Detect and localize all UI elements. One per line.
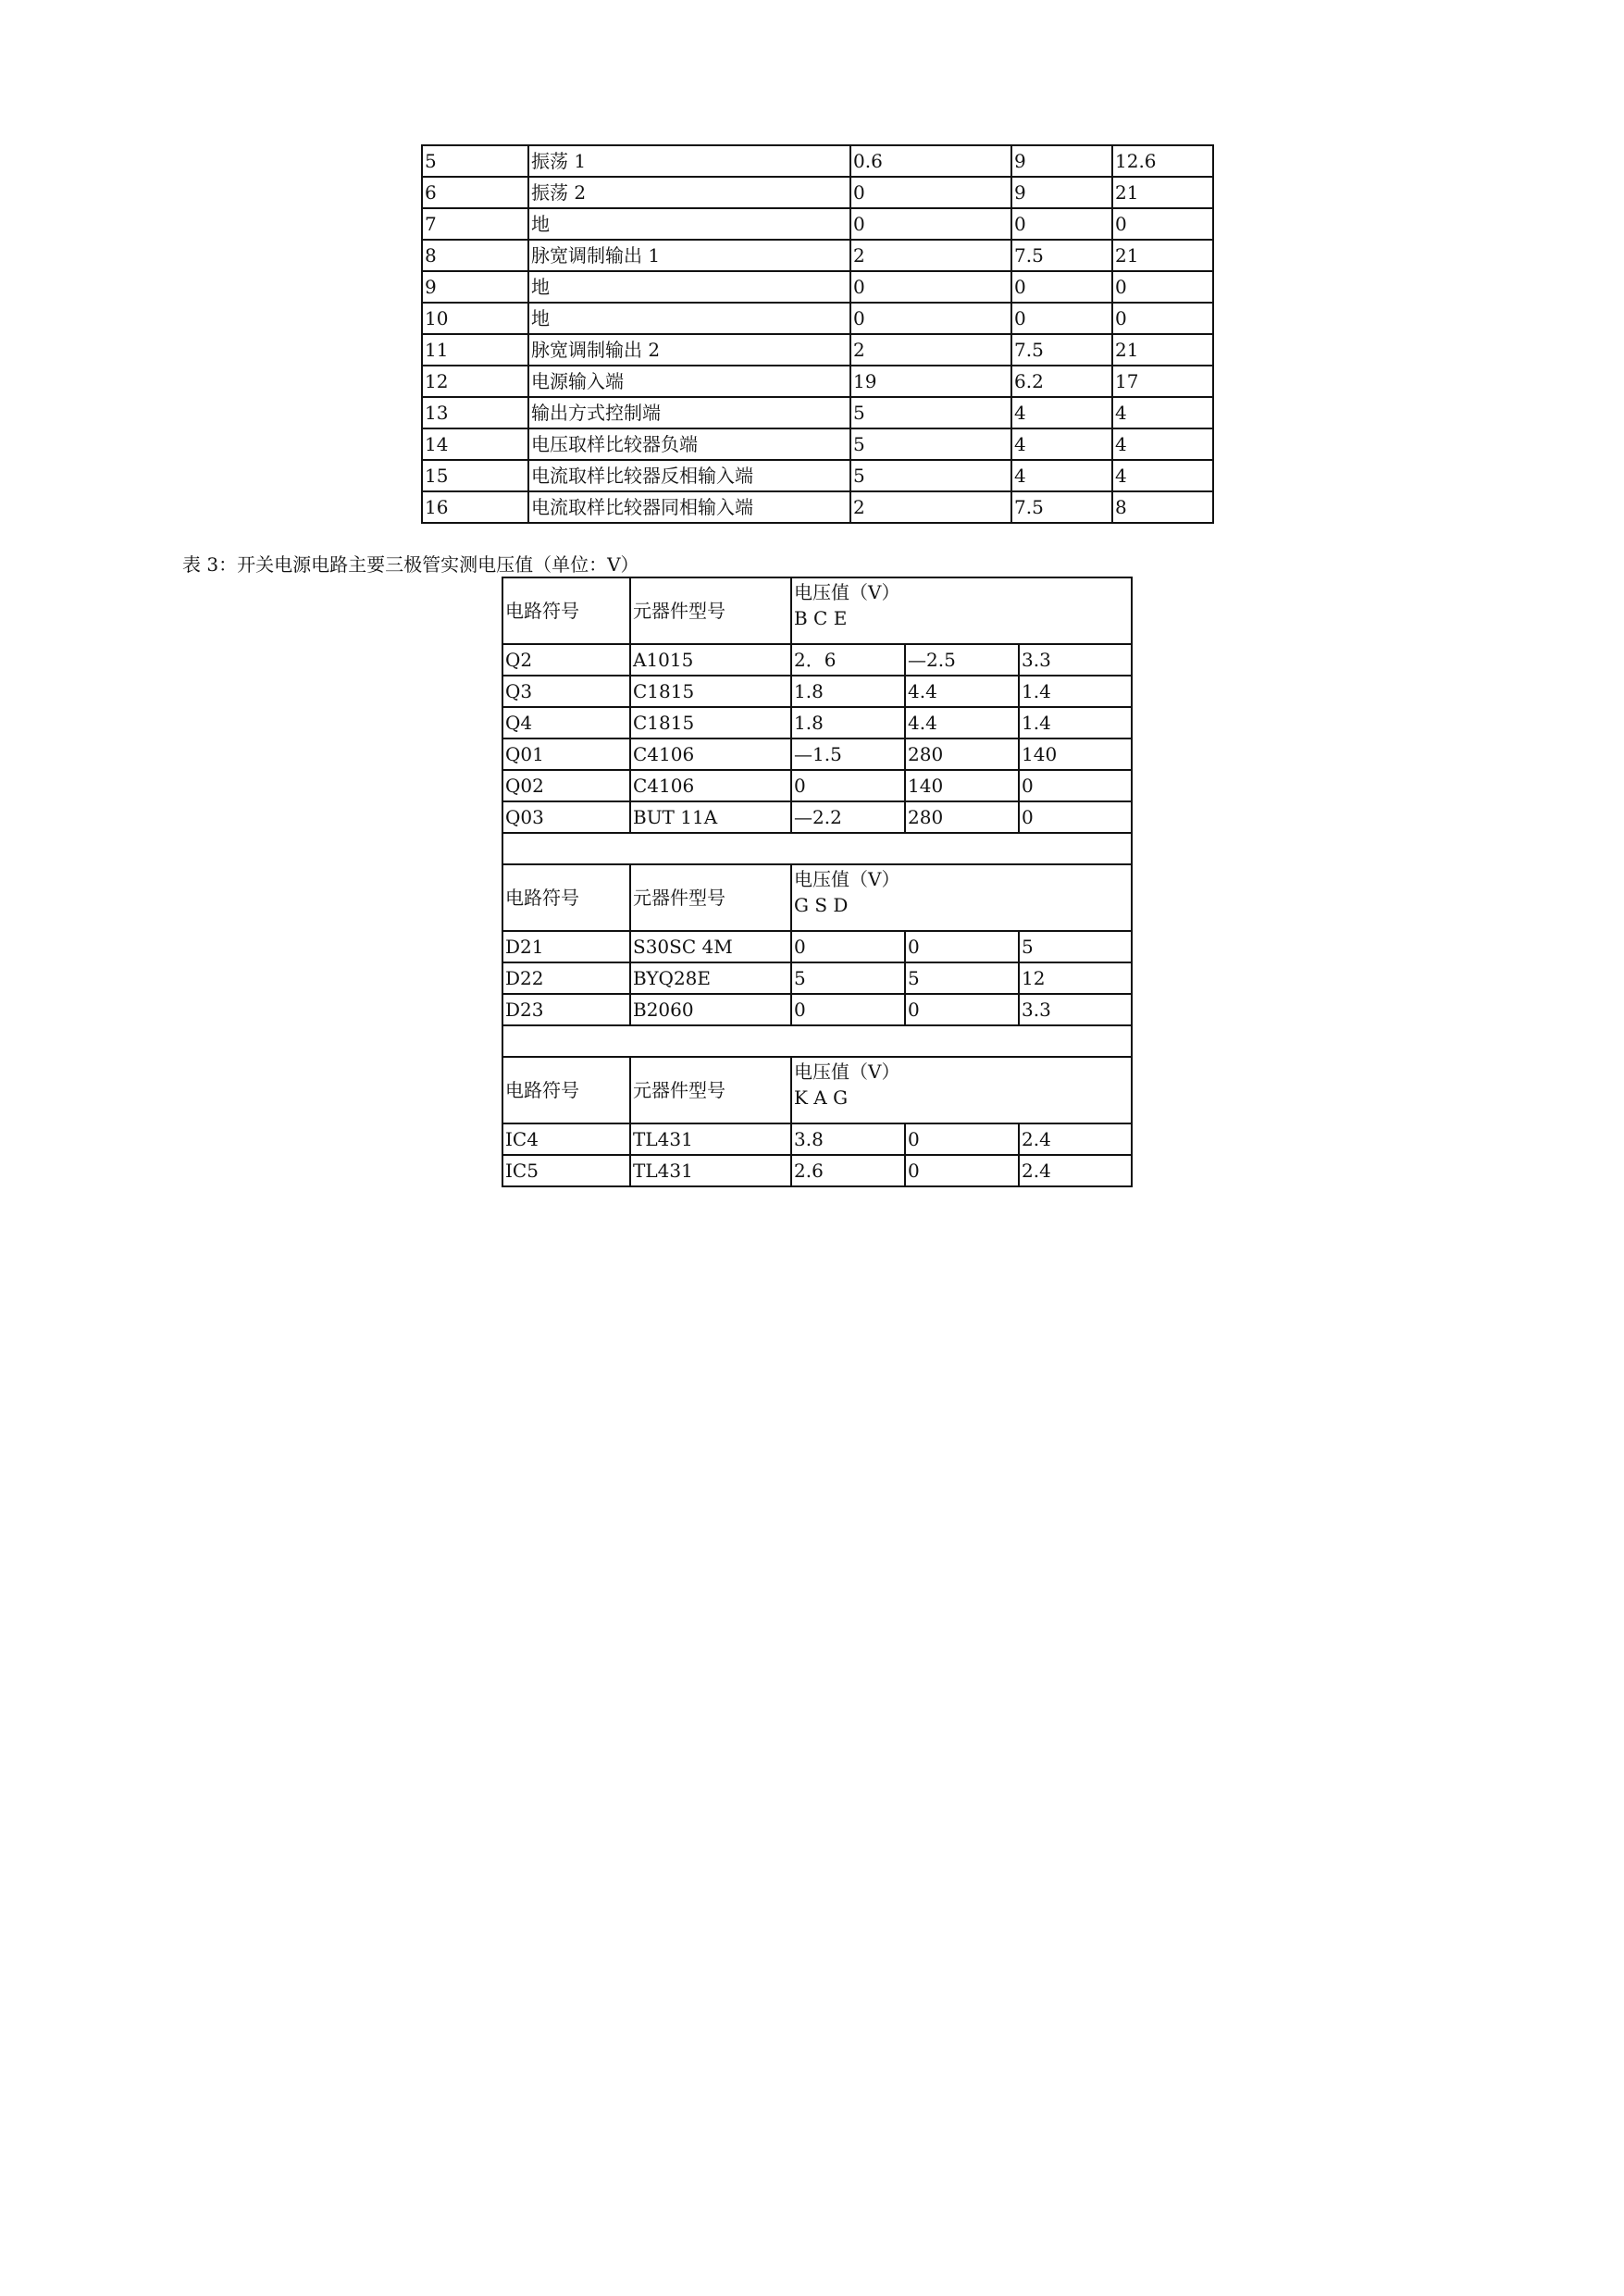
table-cell: 地 xyxy=(528,303,850,334)
table-cell: C4106 xyxy=(630,738,791,770)
table-cell: 17 xyxy=(1112,366,1213,397)
table-cell: 0 xyxy=(1011,303,1112,334)
table-row xyxy=(502,962,1132,994)
header-component-model: 元器件型号 xyxy=(630,864,791,931)
table-cell: 140 xyxy=(905,770,1019,801)
table-cell: 2．6 xyxy=(791,644,905,676)
table-cell: 电流取样比较器同相输入端 xyxy=(528,491,850,523)
table-row xyxy=(502,770,1132,801)
table-row xyxy=(422,428,1213,460)
table-cell: 0 xyxy=(905,994,1019,1025)
header-component-model: 元器件型号 xyxy=(630,577,791,644)
table-cell: 2 xyxy=(850,491,1011,523)
table-cell: 4.4 xyxy=(905,676,1019,707)
table-cell: 4 xyxy=(1011,428,1112,460)
pin-order-label: K A G xyxy=(794,1086,849,1109)
transistor-voltage-table xyxy=(502,577,1133,1187)
table-cell: 19 xyxy=(850,366,1011,397)
table-cell: 电流取样比较器反相输入端 xyxy=(528,460,850,491)
table-cell: 地 xyxy=(528,271,850,303)
transistor-voltage-table-body xyxy=(502,577,1132,1186)
table-cell: 8 xyxy=(422,240,528,271)
table-cell: S30SC 4M xyxy=(630,931,791,962)
table-row xyxy=(502,738,1132,770)
spacer-cell xyxy=(502,833,1132,864)
table-cell: TL431 xyxy=(630,1155,791,1186)
table-cell: A1015 xyxy=(630,644,791,676)
table-cell: 21 xyxy=(1112,334,1213,366)
table-cell: 6.2 xyxy=(1011,366,1112,397)
table-cell: 1.4 xyxy=(1019,707,1132,738)
table-row xyxy=(422,397,1213,428)
table-cell: 12 xyxy=(422,366,528,397)
table-cell: 1.8 xyxy=(791,676,905,707)
table-cell: 1.4 xyxy=(1019,676,1132,707)
pin-voltage-table-body xyxy=(422,145,1213,523)
table-cell: BYQ28E xyxy=(630,962,791,994)
table-row xyxy=(502,994,1132,1025)
voltage-label: 电压值（V） xyxy=(794,1061,900,1083)
table-cell: 0 xyxy=(850,303,1011,334)
voltage-label: 电压值（V） xyxy=(794,868,900,890)
table-cell: 脉宽调制输出 1 xyxy=(528,240,850,271)
spacer-cell xyxy=(502,1025,1132,1057)
table-cell: 4 xyxy=(1011,397,1112,428)
table-cell: 12.6 xyxy=(1112,145,1213,177)
table-cell: —1.5 xyxy=(791,738,905,770)
table-cell: 8 xyxy=(1112,491,1213,523)
table-cell: 21 xyxy=(1112,240,1213,271)
table-cell: D22 xyxy=(502,962,630,994)
table-cell: 5 xyxy=(850,397,1011,428)
table-cell: 0 xyxy=(1112,303,1213,334)
table-row xyxy=(422,303,1213,334)
table-row xyxy=(422,240,1213,271)
table-cell: 5 xyxy=(850,460,1011,491)
header-component-model: 元器件型号 xyxy=(630,1057,791,1123)
table-cell: 280 xyxy=(905,801,1019,833)
table-cell: 2 xyxy=(850,334,1011,366)
table-cell: 2.4 xyxy=(1019,1123,1132,1155)
table-cell: 5 xyxy=(1019,931,1132,962)
table-cell: 0 xyxy=(850,177,1011,208)
table-cell: C1815 xyxy=(630,707,791,738)
table-cell: 电源输入端 xyxy=(528,366,850,397)
table-cell: 振荡 1 xyxy=(528,145,850,177)
table-cell: 9 xyxy=(1011,177,1112,208)
table-cell: 0 xyxy=(1112,208,1213,240)
table-cell: 9 xyxy=(1011,145,1112,177)
table-cell: 0 xyxy=(1112,271,1213,303)
table-cell: Q4 xyxy=(502,707,630,738)
table-cell: 0 xyxy=(1019,801,1132,833)
table-cell: 10 xyxy=(422,303,528,334)
table-cell: 4 xyxy=(1112,397,1213,428)
table-row xyxy=(422,177,1213,208)
table-cell: 7.5 xyxy=(1011,334,1112,366)
table-cell: 脉宽调制输出 2 xyxy=(528,334,850,366)
table-cell: 12 xyxy=(1019,962,1132,994)
table-cell: 3.3 xyxy=(1019,644,1132,676)
table-cell: C1815 xyxy=(630,676,791,707)
table-cell: 15 xyxy=(422,460,528,491)
table-row xyxy=(422,334,1213,366)
table-cell: 14 xyxy=(422,428,528,460)
table-row xyxy=(502,676,1132,707)
table-row xyxy=(502,707,1132,738)
table-cell: 3.8 xyxy=(791,1123,905,1155)
table-cell: 0 xyxy=(905,931,1019,962)
pin-order-label: B C E xyxy=(794,607,848,629)
table-cell: BUT 11A xyxy=(630,801,791,833)
table-cell: B2060 xyxy=(630,994,791,1025)
table-cell: Q01 xyxy=(502,738,630,770)
table-cell: 0 xyxy=(791,770,905,801)
table-row xyxy=(422,208,1213,240)
table-cell: 电压取样比较器负端 xyxy=(528,428,850,460)
table-cell: 3.3 xyxy=(1019,994,1132,1025)
table-header-row xyxy=(502,577,1132,644)
table-cell: 4.4 xyxy=(905,707,1019,738)
header-voltage xyxy=(791,577,1132,644)
table-header-row xyxy=(502,1057,1132,1123)
table-cell: 5 xyxy=(905,962,1019,994)
voltage-label: 电压值（V） xyxy=(794,581,900,603)
table-cell: 振荡 2 xyxy=(528,177,850,208)
header-voltage xyxy=(791,864,1132,931)
table-cell: 13 xyxy=(422,397,528,428)
table-cell: IC4 xyxy=(502,1123,630,1155)
table-cell: —2.2 xyxy=(791,801,905,833)
table-row xyxy=(422,491,1213,523)
table-cell: 5 xyxy=(422,145,528,177)
table-row xyxy=(422,145,1213,177)
header-circuit-symbol: 电路符号 xyxy=(502,864,630,931)
table-cell: 0 xyxy=(1019,770,1132,801)
pin-order-label: G S D xyxy=(794,894,849,916)
table-cell: 0.6 xyxy=(850,145,1011,177)
table3-caption: 表 3：开关电源电路主要三极管实测电压值（单位：V） xyxy=(182,553,639,576)
table-cell: 2.4 xyxy=(1019,1155,1132,1186)
table-cell: D23 xyxy=(502,994,630,1025)
table-cell: Q03 xyxy=(502,801,630,833)
table-cell: Q3 xyxy=(502,676,630,707)
table-row xyxy=(422,271,1213,303)
table-cell: 0 xyxy=(791,994,905,1025)
table-cell: 6 xyxy=(422,177,528,208)
table-cell: 7 xyxy=(422,208,528,240)
table-row xyxy=(502,801,1132,833)
table-cell: C4106 xyxy=(630,770,791,801)
table-cell: 5 xyxy=(850,428,1011,460)
table-row xyxy=(502,644,1132,676)
header-circuit-symbol: 电路符号 xyxy=(502,1057,630,1123)
table-cell: 140 xyxy=(1019,738,1132,770)
table-cell: Q02 xyxy=(502,770,630,801)
table-cell: 2 xyxy=(850,240,1011,271)
table-cell: 4 xyxy=(1011,460,1112,491)
header-circuit-symbol: 电路符号 xyxy=(502,577,630,644)
table-cell: 0 xyxy=(850,208,1011,240)
table-cell: 16 xyxy=(422,491,528,523)
table-row xyxy=(502,1123,1132,1155)
table-cell: 地 xyxy=(528,208,850,240)
table-cell: 4 xyxy=(1112,460,1213,491)
section-spacer-row xyxy=(502,1025,1132,1057)
table-cell: Q2 xyxy=(502,644,630,676)
table-cell: 7.5 xyxy=(1011,491,1112,523)
table-cell: IC5 xyxy=(502,1155,630,1186)
table-cell: 1.8 xyxy=(791,707,905,738)
table-cell: 4 xyxy=(1112,428,1213,460)
pin-voltage-table xyxy=(421,144,1214,524)
table-cell: D21 xyxy=(502,931,630,962)
table-cell: 21 xyxy=(1112,177,1213,208)
table-row xyxy=(502,931,1132,962)
table-cell: 0 xyxy=(791,931,905,962)
table-cell: 11 xyxy=(422,334,528,366)
table-cell: TL431 xyxy=(630,1123,791,1155)
table-row xyxy=(502,1155,1132,1186)
table-cell: 0 xyxy=(905,1155,1019,1186)
table-cell: —2.5 xyxy=(905,644,1019,676)
section-spacer-row xyxy=(502,833,1132,864)
table-cell: 280 xyxy=(905,738,1019,770)
table-cell: 0 xyxy=(1011,271,1112,303)
table-cell: 0 xyxy=(905,1123,1019,1155)
table-cell: 0 xyxy=(1011,208,1112,240)
header-voltage xyxy=(791,1057,1132,1123)
table-row xyxy=(422,460,1213,491)
table-cell: 9 xyxy=(422,271,528,303)
table-cell: 0 xyxy=(850,271,1011,303)
table-header-row xyxy=(502,864,1132,931)
table-cell: 2.6 xyxy=(791,1155,905,1186)
table-cell: 5 xyxy=(791,962,905,994)
table-row xyxy=(422,366,1213,397)
table-cell: 7.5 xyxy=(1011,240,1112,271)
table-cell: 输出方式控制端 xyxy=(528,397,850,428)
